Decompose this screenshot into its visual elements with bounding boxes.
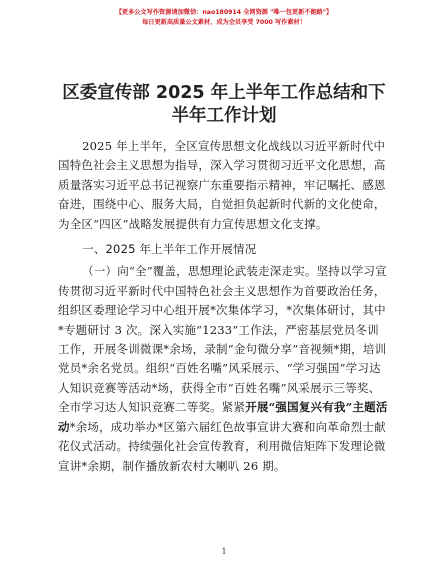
paragraph-1 [58, 262, 390, 475]
paragraph-1-text-b: *余场，成功举办*区第六届红色故事宣讲大赛和向革命烈士献花仪式活动。持续强化社会宣传教育，利用微信矩阵下发理论微宣讲*余期，制作播放新农村大喇叭 26 期。 [58, 419, 386, 473]
promo-banner-line-2: 每日更新高质量公文素材，成为会员享受 7000 写作素材！ [142, 18, 306, 26]
document-body [58, 137, 390, 476]
promo-banner [0, 8, 448, 27]
document-title: 区委宣传部 2025 年上半年工作总结和下半年工作计划 [62, 83, 386, 126]
page-number: 1 [221, 547, 227, 556]
paragraph-1-bold-text: 开展“强国复兴有我”主题活动 [58, 400, 388, 434]
intro-paragraph: 2025 年上半年，全区宣传思想文化战线以习近平新时代中国特色社会主义思想为指导，深入学习贯彻习近平文化思想，高质量落实习近平总书记视察广东重要指示精神，牢记嘱托、感恩奋进，围绕中心、服务大局，自觉担负起新时代新的文化使命，为全区“四区”战略发展提供有力宣传思想文化支撑。 [58, 139, 386, 231]
section-heading: 一、2025 年上半年工作开展情况 [82, 242, 257, 257]
paragraph-1-text-a: 坚持以学习宣传贯彻习近平新时代中国特色社会主义思想作为首要政治任务，组织区委理论学习中心组开展*次集体学习，*次集体研讨，其中*专题研讨 3 次。深入实施“1233”工作法，严密基层党员冬训工作，开展冬训微课*余场，录制“金句微分享”音视频*期，培训党员*余名党员。组织“百姓名嘴”风采展示、“学习强国”学习达人知识竞赛等活动*场，获得全市“百姓名嘴”风采展示三等奖、全市学习达人知识竞赛二等奖。紧紧 [58, 264, 387, 415]
promo-banner-line-1: 【更多公文写作资源请加微信：nao180914 全网资源 "唯一包更新不跑路"】 [115, 9, 333, 16]
paragraph-1-lead: （一）向“全”覆盖，思想理论武装走深走实。 [82, 264, 317, 279]
